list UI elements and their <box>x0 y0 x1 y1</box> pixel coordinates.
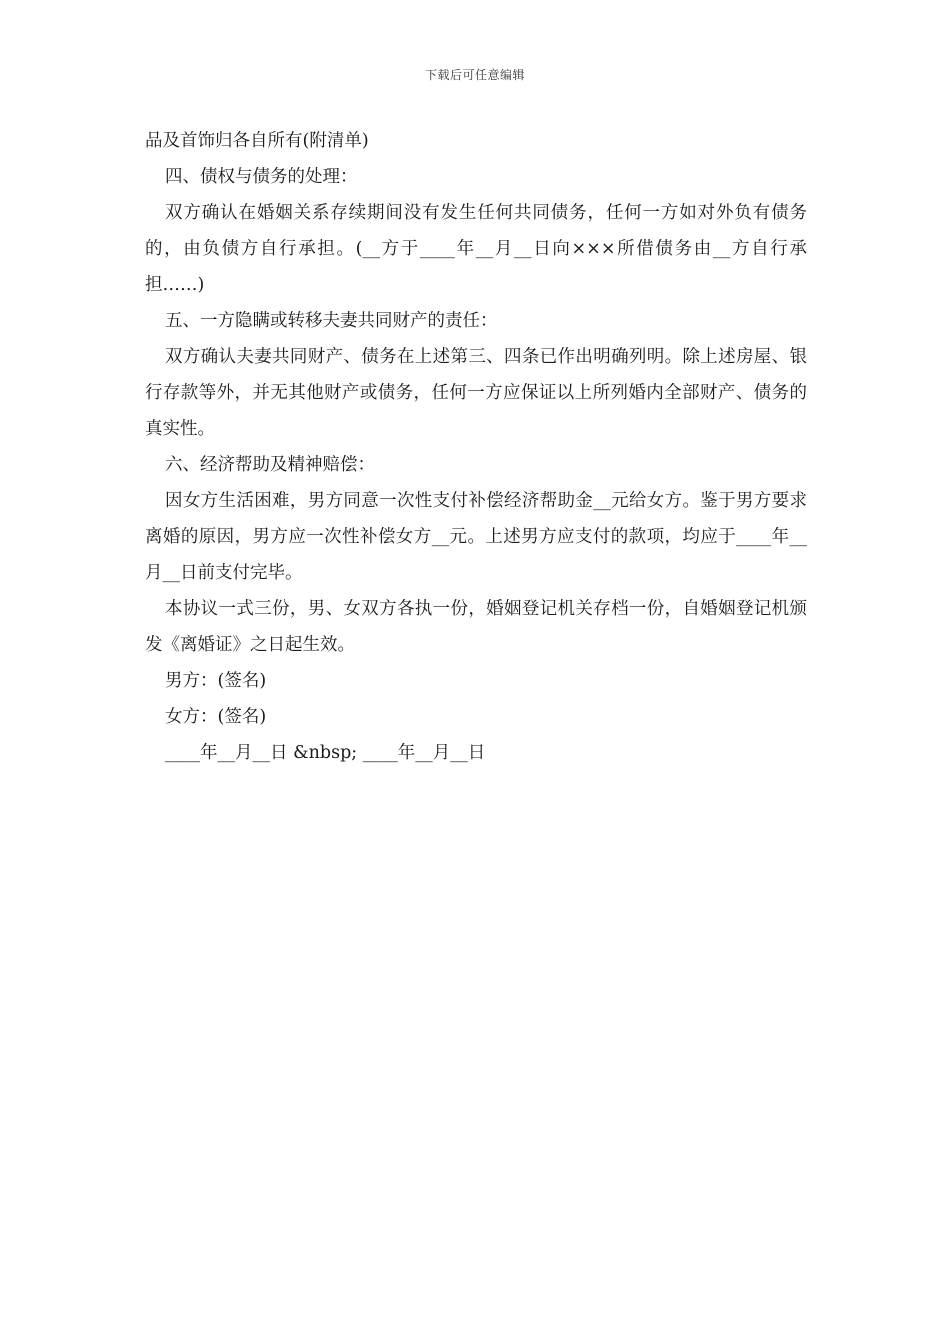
signature-female: 女方：(签名) <box>165 707 267 727</box>
section-heading-concealment: 五、一方隐瞒或转移夫妻共同财产的责任： <box>165 311 498 331</box>
signature-male: 男方：(签名) <box>165 671 267 691</box>
paragraph-concealment: 双方确认夫妻共同财产、债务在上述第三、四条已作出明确列明。除上述房屋、银行存款等外，并无其他财产或债务，任何一方应保证以上所列婚内全部财产、债务的真实性。 <box>145 347 807 439</box>
header-note: 下载后可任意编辑 <box>424 68 525 82</box>
document-body <box>145 123 807 771</box>
section-heading-compensation: 六、经济帮助及精神赔偿： <box>165 455 375 475</box>
paragraph-compensation: 因女方生活困难，男方同意一次性支付补偿经济帮助金__元给女方。鉴于男方要求离婚的原因，男方应一次性补偿女方__元。上述男方应支付的款项，均应于____年__月__日前支付完毕。 <box>145 491 807 583</box>
paragraph-debts: 双方确认在婚姻关系存续期间没有发生任何共同债务，任何一方如对外负有债务的，由负债方自行承担。(__方于____年__月__日向×××所借债务由__方自行承担……) <box>145 203 807 295</box>
signature-dates: ____年__月__日 &nbsp; ____年__月__日 <box>165 743 486 763</box>
section-heading-debts: 四、债权与债务的处理： <box>165 167 358 187</box>
paragraph-continuation: 品及首饰归各自所有(附清单) <box>145 131 369 151</box>
paragraph-copies: 本协议一式三份，男、女双方各执一份，婚姻登记机关存档一份，自婚姻登记机颁发《离婚证》之日起生效。 <box>145 599 807 655</box>
